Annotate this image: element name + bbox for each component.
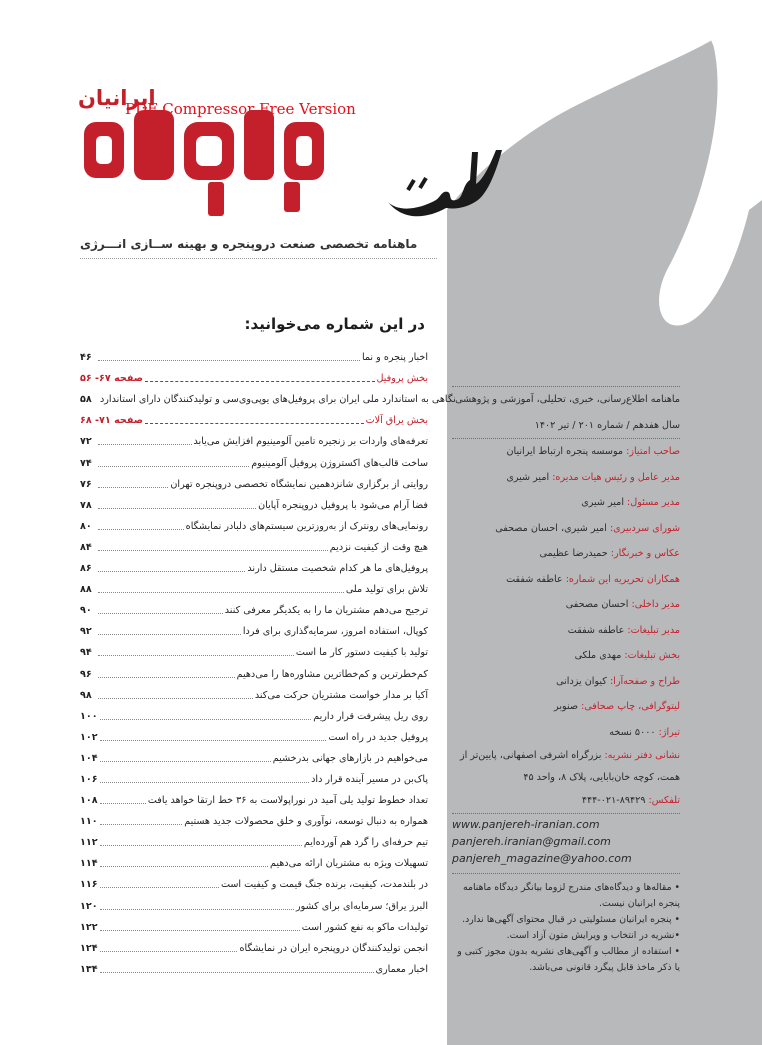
credit-value: کیوان یزدانی: [556, 675, 607, 687]
credit-row: [452, 643, 680, 669]
credit-value: ۵۰۰۰ نسخه: [609, 726, 656, 738]
toc-entry-title: همواره به دنبال توسعه، نوآوری و خلق محصولات جدید هستیم: [184, 816, 428, 828]
toc-dot-leader: [100, 719, 312, 720]
toc-dot-leader: [98, 360, 360, 361]
divider: [80, 258, 437, 259]
toc-entry-title: تلاش برای تولید ملی: [345, 584, 428, 596]
toc-dot-leader: [98, 508, 256, 509]
toc-row[interactable]: [80, 638, 428, 659]
toc-entry-page: ۱۱۲: [80, 837, 98, 849]
toc-dot-leader: [100, 740, 327, 741]
credit-row: [452, 541, 680, 567]
toc-entry-page: ۷۸: [80, 499, 92, 511]
toc-entry-page: ۱۰۲: [80, 731, 98, 743]
credit-role: مدیر داخلی:: [631, 599, 680, 610]
credit-row: [452, 592, 680, 618]
telefax-label: تلفکس:: [648, 795, 680, 806]
toc-row[interactable]: [80, 596, 428, 617]
toc-dot-leader: [100, 951, 238, 952]
toc-entry-title: پاک‌بن در مسیر آینده قرار داد: [311, 773, 428, 785]
toc-entry-title: نگاهی به استاندارد ملی ایران برای پروفیل‌های یوپی‌وی‌سی و تولیدکنندگان دارای استاندارد: [100, 394, 456, 406]
toc-dot-leader: [100, 866, 268, 867]
toc-row[interactable]: [80, 891, 428, 912]
toc-entry-page: ۱۰۴: [80, 752, 98, 764]
toc-row[interactable]: [80, 723, 428, 744]
disclaimer-notes: [452, 880, 680, 976]
website-link[interactable]: www.panjereh-iranian.com: [452, 818, 600, 831]
credit-value: صنوبر: [554, 701, 578, 712]
disclaimer-note: •نشریه در انتخاب و ویرایش متون آزاد است.: [506, 930, 680, 941]
contact-links: [452, 816, 680, 867]
toc-entry-title: بخش پروفیل: [376, 373, 428, 385]
toc-dot-leader: [100, 845, 302, 846]
toc-row[interactable]: [80, 702, 428, 723]
toc-dot-leader: [145, 423, 364, 424]
credit-value: امیر شیری: [581, 497, 624, 508]
toc-entry-title: اخبار معماری: [375, 963, 428, 975]
credit-value: موسسه پنجره ارتباط ایرانیان: [506, 446, 624, 457]
magazine-logo: [78, 110, 328, 220]
telefax-number: ۸۹۴۲۹-۰۲۱-۴۴۴: [581, 795, 646, 806]
toc-dot-leader: [98, 698, 253, 699]
toc-entry-page: ۱۱۶: [80, 879, 98, 891]
toc-section-row[interactable]: [80, 364, 428, 385]
toc-row[interactable]: [80, 427, 428, 448]
toc-entry-title: هیچ وقت از کیفیت نزدیم: [329, 541, 428, 553]
toc-dot-leader: [98, 677, 235, 678]
toc-entry-page: ۵۸: [80, 394, 92, 406]
toc-entry-page: ۱۰۶: [80, 773, 98, 785]
toc-dot-leader: [100, 972, 374, 973]
disclaimer-note: • استفاده از مطالب و آگهی‌های نشریه بدون مجوز کتبی و یا ذکر ماخذ قابل پیگرد قانونی می‌باشد.: [457, 946, 680, 973]
toc-row[interactable]: [80, 744, 428, 765]
magazine-tagline: ماهنامه تخصصی صنعت دروپنجره و بهینه ســازی انـــرژی: [80, 237, 418, 251]
credit-row: [452, 490, 680, 516]
address-label: نشانی دفتر نشریه:: [604, 750, 680, 761]
toc-entry-title: فضا آرام می‌شود با پروفیل درو‌پنجره آپایان: [258, 499, 428, 511]
toc-entry-page: ۹۶: [80, 668, 92, 680]
toc-row[interactable]: [80, 681, 428, 702]
toc-dot-leader: [98, 634, 241, 635]
toc-row[interactable]: [80, 934, 428, 955]
credit-role: مدیر عامل و رئیس هیات مدیره:: [552, 471, 680, 483]
toc-entry-title: تولیدات ماکو به نفع کشور است: [301, 921, 428, 933]
credit-role: لیتوگرافی، چاپ صحافی:: [581, 701, 680, 712]
toc-entry-title: کم‌خطرترین و کم‌خطاترین مشاوره‌ها را می‌دهیم: [236, 668, 428, 680]
toc-entry-page: ۴۶: [80, 352, 92, 364]
toc-entry-title: در بلندمدت، کیفیت، برنده جنگ قیمت و کیفیت است: [220, 879, 428, 891]
toc-row[interactable]: [80, 849, 428, 870]
toc-row[interactable]: [80, 470, 428, 491]
toc-dot-leader: [100, 782, 310, 783]
toc-row[interactable]: [80, 512, 428, 533]
credit-row: [452, 465, 680, 491]
toc-row[interactable]: [80, 807, 428, 828]
toc-entry-page: ۷۲: [80, 436, 92, 448]
credit-role: شورای سردبیری:: [609, 522, 680, 534]
toc-entry-page: ۱۲۰: [80, 900, 98, 912]
toc-entry-title: پروفیل‌های ما هر کدام شخصیت مستقل دارند: [247, 563, 428, 575]
toc-entry-page: ۱۰۸: [80, 795, 98, 807]
credit-role: تیراژ:: [658, 726, 680, 738]
credit-value: امیر شیری: [506, 471, 550, 483]
credit-role: مدیر مسئول:: [627, 497, 680, 508]
toc-dot-leader: [145, 381, 374, 382]
toc-dot-leader: [98, 550, 328, 551]
credit-row: [452, 439, 680, 465]
disclaimer-note: • مقاله‌ها و دیدگاه‌های مندرج لزوما بیانگر دیدگاه ماهنامه پنجره ایرانیان نیست.: [463, 882, 680, 909]
toc-dot-leader: [98, 613, 223, 614]
bismillah-calligraphy: [378, 140, 518, 230]
address-line-2: همت، کوچه خان‌بابایی، پلاک ۸، واحد ۴۵: [523, 772, 680, 783]
toc-dot-leader: [100, 930, 300, 931]
email-link-gmail[interactable]: panjereh.iranian@gmail.com: [452, 835, 611, 848]
toc-entry-page: صفحه ۷۱- ۶۸: [80, 415, 144, 427]
credit-role: صاحب امتیاز:: [626, 446, 680, 457]
office-address: [452, 745, 680, 789]
toc-entry-title: پروفیل جدید در راه است: [328, 731, 428, 743]
toc-section-row[interactable]: [80, 406, 428, 427]
toc-row[interactable]: [80, 786, 428, 807]
toc-row[interactable]: [80, 913, 428, 934]
toc-row[interactable]: [80, 343, 428, 364]
toc-row[interactable]: [80, 659, 428, 680]
watermark-text: PDF Compressor Free Version: [125, 100, 356, 118]
toc-row[interactable]: [80, 385, 456, 406]
toc-dot-leader: [100, 909, 294, 910]
credit-value: امیر شیری، احسان مصحفی: [495, 522, 607, 534]
credit-row: [452, 516, 680, 542]
toc-entry-title: البرز یراق؛ سرمایه‌ای برای کشور: [296, 900, 428, 912]
toc-entry-page: ۹۴: [80, 647, 92, 659]
toc-entry-title: آکیا بر مدار خواست مشتریان حرکت می‌کند: [254, 689, 428, 701]
toc-entry-page: ۱۳۴: [80, 963, 98, 975]
toc-entry-title: ساخت قالب‌های اکستروژن پروفیل آلومینیوم: [251, 457, 428, 469]
toc-entry-page: ۱۱۴: [80, 858, 98, 870]
toc-entry-title: رونمایی‌های رونترک از به‌روزترین سیستم‌های دلبادر نمایشگاه: [185, 520, 428, 532]
address-line-1: بزرگراه اشرفی اصفهانی، پایین‌تر از: [459, 750, 602, 761]
credit-role: مدیر تبلیغات:: [627, 624, 680, 636]
toc-row[interactable]: [80, 617, 428, 638]
toc-row[interactable]: [80, 533, 428, 554]
email-link-yahoo[interactable]: panjereh_magazine@yahoo.com: [452, 852, 632, 865]
toc-entry-title: تیم حرفه‌ای را گرد هم آورده‌ایم: [303, 837, 428, 849]
toc-dot-leader: [98, 444, 192, 445]
credit-value: احسان مصحفی: [565, 599, 629, 610]
toc-entry-title: تولید با کیفیت دستور کار ما است: [295, 647, 428, 659]
toc-row[interactable]: [80, 870, 428, 891]
divider: [452, 813, 680, 814]
divider: [452, 873, 680, 874]
toc-dot-leader: [100, 761, 271, 762]
toc-entry-title: روایتی از برگزاری شانزدهمین نمایشگاه تخصصی درو‌پنجره تهران: [170, 478, 428, 490]
credit-role: عکاس و خبرنگار:: [610, 548, 680, 559]
toc-entry-page: ۸۸: [80, 584, 92, 596]
toc-row[interactable]: [80, 575, 428, 596]
toc-entry-title: تعرفه‌های واردات بر زنجیره تامین آلومینیوم افزایش می‌یابد: [193, 436, 428, 448]
credits-list: [452, 439, 680, 745]
telefax: [452, 789, 680, 813]
credit-value: عاطفه شفقت: [506, 573, 563, 585]
credit-value: عاطفه شفقت: [567, 624, 625, 636]
toc-entry-page: ۱۰۰: [80, 710, 98, 722]
toc-entry-page: ۸۶: [80, 563, 92, 575]
toc-entry-page: ۹۰: [80, 605, 92, 617]
toc-dot-leader: [98, 487, 168, 488]
toc-row[interactable]: [80, 828, 428, 849]
credit-row: [452, 720, 680, 746]
toc-row[interactable]: [80, 491, 428, 512]
credit-value: حمیدرضا عظیمی: [539, 548, 608, 559]
toc-entry-page: ۱۱۰: [80, 816, 98, 828]
toc-entry-page: ۱۲۴: [80, 942, 98, 954]
toc-entry-page: ۷۴: [80, 457, 92, 469]
toc-row[interactable]: [80, 765, 428, 786]
toc-dot-leader: [100, 887, 219, 888]
toc-entry-title: ترجیح می‌دهم مشتریان ما را به یکدیگر معرفی کنند: [224, 605, 428, 617]
toc-entry-page: ۷۶: [80, 478, 92, 490]
credit-row: [452, 669, 680, 695]
toc-entry-page: ۹۸: [80, 689, 92, 701]
credit-row: [452, 618, 680, 644]
toc-row[interactable]: [80, 448, 428, 469]
toc-dot-leader: [98, 571, 245, 572]
toc-entry-title: بخش یراق آلات: [365, 415, 428, 427]
disclaimer-note: • پنجره ایرانیان مسئولیتی در قبال محتوای آگهی‌ها ندارد.: [462, 914, 680, 925]
toc-entry-title: می‌خواهیم در بازارهای جهانی بدرخشیم: [272, 752, 428, 764]
toc-entry-title: روی ریل پیشرفت قرار داریم: [313, 710, 428, 722]
table-of-contents: [80, 343, 456, 976]
credit-row: [452, 694, 680, 720]
toc-row[interactable]: [80, 955, 428, 976]
toc-entry-title: تسهیلات ویژه به مشتریان ارائه می‌دهیم: [269, 858, 428, 870]
toc-entry-page: ۱۲۲: [80, 921, 98, 933]
toc-dot-leader: [98, 592, 344, 593]
masthead: [452, 386, 680, 976]
credit-role: طراح و صفحه‌آرا:: [609, 675, 680, 687]
toc-entry-title: تعداد خطوط تولید یلی آمید در نوراپولاست به ۳۶ خط ارتقا خواهد یافت: [147, 795, 428, 807]
credit-row: [452, 567, 680, 593]
toc-dot-leader: [100, 824, 183, 825]
toc-entry-page: ۹۲: [80, 626, 92, 638]
toc-dot-leader: [98, 655, 294, 656]
magazine-description: ماهنامه اطلاع‌رسانی، خبری، تحلیلی، آموزشی و پژوهشی: [455, 394, 680, 405]
toc-entry-title: اخبار پنجره و نما: [361, 352, 428, 364]
credit-role: همکاران تحریریه این شماره:: [565, 573, 680, 585]
brand-subtitle: ایرانیان: [78, 86, 156, 110]
toc-entry-title: کوپال، استفاده امروز، سرمایه‌گذاری برای فردا: [242, 626, 428, 638]
credit-value: مهدی ملکی: [574, 650, 622, 661]
toc-dot-leader: [98, 466, 249, 467]
toc-row[interactable]: [80, 554, 428, 575]
issue-info: سال هفدهم / شماره ۲۰۱ / تیر ۱۴۰۲: [534, 419, 680, 431]
toc-heading: در این شماره می‌خوانید:: [244, 315, 425, 333]
credit-role: بخش تبلیغات:: [624, 650, 680, 661]
toc-entry-page: صفحه ۶۷- ۵۶: [80, 373, 144, 385]
toc-entry-page: ۸۴: [80, 541, 92, 553]
toc-dot-leader: [98, 529, 184, 530]
toc-entry-title: انجمن تولیدکنندگان درو‌پنجره ایران در نمایشگاه: [239, 942, 428, 954]
toc-entry-page: ۸۰: [80, 520, 92, 532]
toc-dot-leader: [100, 803, 146, 804]
